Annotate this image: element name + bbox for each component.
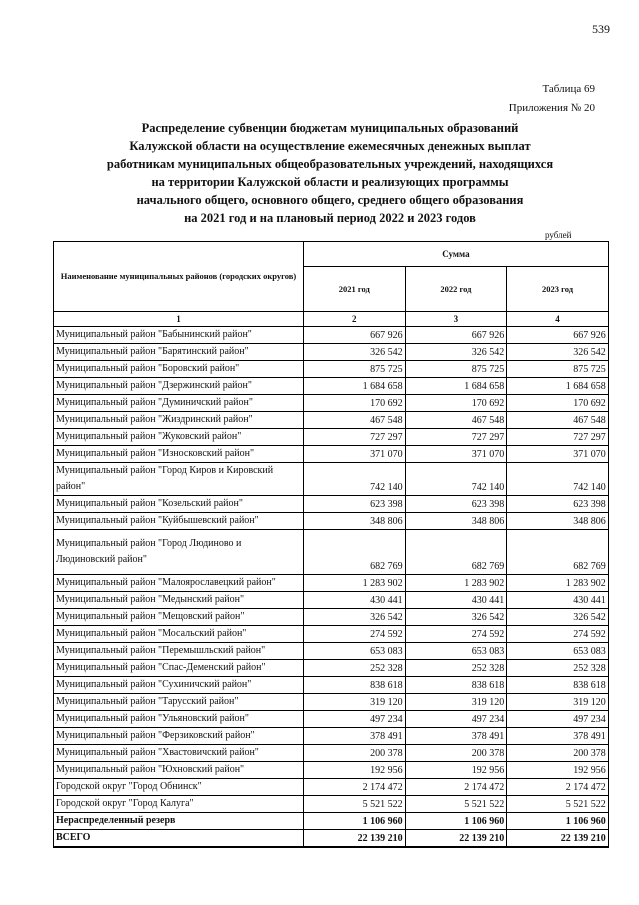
amount-2023: 682 769	[507, 530, 609, 575]
amount-2021: 1 283 902	[304, 575, 406, 592]
amount-2022: 875 725	[405, 361, 507, 378]
municipality-name: Муниципальный район "Боровский район"	[54, 361, 304, 378]
table-row	[54, 694, 609, 711]
municipality-name: Муниципальный район "Город Людиново и Людиновский район"	[54, 530, 304, 575]
amount-2021: 2 174 472	[304, 779, 406, 796]
municipality-name: Муниципальный район "Мещовский район"	[54, 609, 304, 626]
total-label: ВСЕГО	[54, 830, 304, 848]
table-row	[54, 327, 609, 344]
amount-2023: 467 548	[507, 412, 609, 429]
municipality-name: Муниципальный район "Юхновский район"	[54, 762, 304, 779]
amount-2022: 467 548	[405, 412, 507, 429]
amount-2022: 252 328	[405, 660, 507, 677]
municipality-name: Муниципальный район "Хвастовичский район"	[54, 745, 304, 762]
amount-2023: 653 083	[507, 643, 609, 660]
municipality-name: Муниципальный район "Куйбышевский район"	[54, 513, 304, 530]
header-sum: Сумма	[304, 242, 609, 267]
amount-2022: 192 956	[405, 762, 507, 779]
amount-2021: 838 618	[304, 677, 406, 694]
amount-2021: 5 521 522	[304, 796, 406, 813]
column-index: 3	[405, 312, 507, 327]
amount-2022: 653 083	[405, 643, 507, 660]
total-2022: 22 139 210	[405, 830, 507, 848]
amount-2022: 5 521 522	[405, 796, 507, 813]
municipality-name: Муниципальный район "Спас-Деменский район"	[54, 660, 304, 677]
amount-2022: 1 684 658	[405, 378, 507, 395]
amount-2023: 319 120	[507, 694, 609, 711]
column-index-row	[54, 312, 609, 327]
amount-2022: 430 441	[405, 592, 507, 609]
amount-2023: 326 542	[507, 344, 609, 361]
total-row	[54, 830, 609, 848]
table-row	[54, 344, 609, 361]
table-row	[54, 660, 609, 677]
table-row	[54, 711, 609, 728]
municipality-name: Муниципальный район "Ульяновский район"	[54, 711, 304, 728]
table-row	[54, 575, 609, 592]
subvention-table	[53, 241, 609, 848]
reserve-2021: 1 106 960	[304, 813, 406, 830]
municipality-name: Муниципальный район "Жиздринский район"	[54, 412, 304, 429]
table-body	[54, 327, 609, 813]
amount-2023: 200 378	[507, 745, 609, 762]
amount-2022: 319 120	[405, 694, 507, 711]
amount-2023: 667 926	[507, 327, 609, 344]
municipality-name: Городской округ "Город Обнинск"	[54, 779, 304, 796]
amount-2023: 326 542	[507, 609, 609, 626]
amount-2022: 348 806	[405, 513, 507, 530]
amount-2023: 2 174 472	[507, 779, 609, 796]
amount-2021: 667 926	[304, 327, 406, 344]
municipality-name: Муниципальный район "Перемышльский район"	[54, 643, 304, 660]
total-2023: 22 139 210	[507, 830, 609, 848]
header-year-2023: 2023 год	[507, 267, 609, 312]
amount-2021: 200 378	[304, 745, 406, 762]
header-year-2022: 2022 год	[405, 267, 507, 312]
amount-2022: 667 926	[405, 327, 507, 344]
municipality-name: Муниципальный район "Медынский район"	[54, 592, 304, 609]
table-row	[54, 643, 609, 660]
municipality-name: Городской округ "Город Калуга"	[54, 796, 304, 813]
amount-2023: 727 297	[507, 429, 609, 446]
title-line: на 2021 год и на плановый период 2022 и 2023 годов	[184, 211, 476, 225]
table-row	[54, 378, 609, 395]
amount-2022: 838 618	[405, 677, 507, 694]
municipality-name: Муниципальный район "Тарусский район"	[54, 694, 304, 711]
amount-2023: 623 398	[507, 496, 609, 513]
amount-2022: 623 398	[405, 496, 507, 513]
amount-2021: 326 542	[304, 609, 406, 626]
table-row	[54, 796, 609, 813]
title-line: начального общего, основного общего, среднего общего образования	[136, 193, 524, 207]
amount-2022: 200 378	[405, 745, 507, 762]
table-row	[54, 762, 609, 779]
reserve-2023: 1 106 960	[507, 813, 609, 830]
amount-2022: 1 283 902	[405, 575, 507, 592]
table-row	[54, 496, 609, 513]
amount-2021: 252 328	[304, 660, 406, 677]
amount-2022: 2 174 472	[405, 779, 507, 796]
municipality-name: Муниципальный район "Бабынинский район"	[54, 327, 304, 344]
table-row	[54, 513, 609, 530]
amount-2021: 371 070	[304, 446, 406, 463]
table-row	[54, 745, 609, 762]
municipality-name: Муниципальный район "Дзержинский район"	[54, 378, 304, 395]
table-row	[54, 412, 609, 429]
amount-2021: 875 725	[304, 361, 406, 378]
amount-2023: 5 521 522	[507, 796, 609, 813]
amount-2021: 430 441	[304, 592, 406, 609]
amount-2021: 348 806	[304, 513, 406, 530]
amount-2023: 348 806	[507, 513, 609, 530]
amount-2022: 682 769	[405, 530, 507, 575]
amount-2022: 371 070	[405, 446, 507, 463]
table-number: Таблица 69	[542, 83, 595, 95]
municipality-name: Муниципальный район "Сухиничский район"	[54, 677, 304, 694]
title-line: работникам муниципальных общеобразовательных учреждений, находящихся	[106, 157, 554, 171]
table-row	[54, 361, 609, 378]
municipality-name: Муниципальный район "Козельский район"	[54, 496, 304, 513]
header-year-2021: 2021 год	[304, 267, 406, 312]
table-reference	[509, 80, 595, 118]
table-row	[54, 779, 609, 796]
municipality-name: Муниципальный район "Город Киров и Кировский район"	[54, 463, 304, 496]
column-index: 1	[54, 312, 304, 327]
amount-2022: 326 542	[405, 609, 507, 626]
table-row	[54, 609, 609, 626]
table-row	[54, 463, 609, 496]
amount-2021: 326 542	[304, 344, 406, 361]
amount-2023: 742 140	[507, 463, 609, 496]
amount-2023: 430 441	[507, 592, 609, 609]
amount-2023: 192 956	[507, 762, 609, 779]
reserve-label: Нераспределенный резерв	[54, 813, 304, 830]
municipality-name: Муниципальный район "Ферзиковский район"	[54, 728, 304, 745]
amount-2023: 371 070	[507, 446, 609, 463]
amount-2022: 170 692	[405, 395, 507, 412]
table-row	[54, 626, 609, 643]
amount-2021: 497 234	[304, 711, 406, 728]
page-number: 539	[592, 22, 610, 36]
table-row	[54, 530, 609, 575]
amount-2021: 467 548	[304, 412, 406, 429]
amount-2023: 838 618	[507, 677, 609, 694]
table-row	[54, 429, 609, 446]
table-row	[54, 395, 609, 412]
amount-2021: 653 083	[304, 643, 406, 660]
amount-2021: 378 491	[304, 728, 406, 745]
amount-2023: 497 234	[507, 711, 609, 728]
amount-2021: 727 297	[304, 429, 406, 446]
units-label: рублей	[545, 230, 572, 240]
appendix-number: Приложения № 20	[508, 102, 595, 114]
amount-2023: 252 328	[507, 660, 609, 677]
reserve-2022: 1 106 960	[405, 813, 507, 830]
amount-2021: 1 684 658	[304, 378, 406, 395]
table-row	[54, 592, 609, 609]
reserve-row	[54, 813, 609, 830]
document-title	[40, 119, 620, 227]
amount-2023: 274 592	[507, 626, 609, 643]
amount-2021: 623 398	[304, 496, 406, 513]
municipality-name: Муниципальный район "Барятинский район"	[54, 344, 304, 361]
table-row	[54, 677, 609, 694]
amount-2021: 742 140	[304, 463, 406, 496]
municipality-name: Муниципальный район "Износковский район"	[54, 446, 304, 463]
amount-2021: 319 120	[304, 694, 406, 711]
amount-2023: 1 684 658	[507, 378, 609, 395]
amount-2021: 192 956	[304, 762, 406, 779]
municipality-name: Муниципальный район "Думиничский район"	[54, 395, 304, 412]
amount-2022: 378 491	[405, 728, 507, 745]
column-index: 2	[304, 312, 406, 327]
amount-2023: 875 725	[507, 361, 609, 378]
title-line: Калужской области на осуществление ежемесячных денежных выплат	[129, 139, 531, 153]
total-2021: 22 139 210	[304, 830, 406, 848]
title-line: Распределение субвенции бюджетам муниципальных образований	[141, 121, 519, 135]
amount-2022: 742 140	[405, 463, 507, 496]
title-line: на территории Калужской области и реализующих программы	[151, 175, 509, 189]
amount-2021: 170 692	[304, 395, 406, 412]
amount-2023: 1 283 902	[507, 575, 609, 592]
header-municipality: Наименование муниципальных районов (городских округов)	[54, 242, 304, 312]
amount-2022: 727 297	[405, 429, 507, 446]
amount-2023: 170 692	[507, 395, 609, 412]
municipality-name: Муниципальный район "Малоярославецкий район"	[54, 575, 304, 592]
municipality-name: Муниципальный район "Жуковский район"	[54, 429, 304, 446]
amount-2022: 497 234	[405, 711, 507, 728]
amount-2021: 274 592	[304, 626, 406, 643]
table-row	[54, 728, 609, 745]
amount-2022: 326 542	[405, 344, 507, 361]
municipality-name: Муниципальный район "Мосальский район"	[54, 626, 304, 643]
amount-2023: 378 491	[507, 728, 609, 745]
amount-2021: 682 769	[304, 530, 406, 575]
amount-2022: 274 592	[405, 626, 507, 643]
table-row	[54, 446, 609, 463]
column-index: 4	[507, 312, 609, 327]
